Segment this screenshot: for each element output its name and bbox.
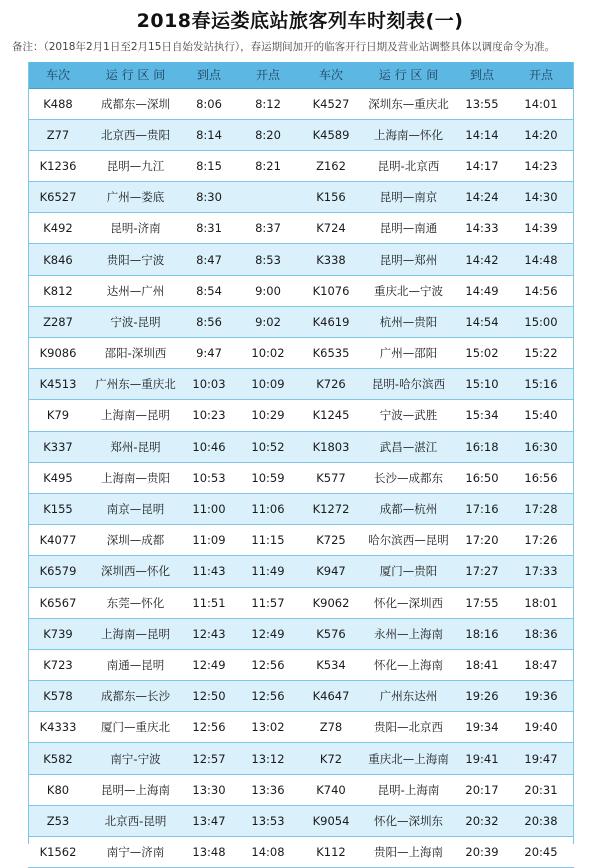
route-right: 昆明-北京西 <box>361 150 456 181</box>
depart-time-right: 14:48 <box>508 244 574 275</box>
depart-time-left: 12:56 <box>235 649 301 680</box>
depart-time-right: 17:33 <box>508 556 574 587</box>
train-no-left: K80 <box>28 774 88 805</box>
arrive-time-right: 16:50 <box>456 462 508 493</box>
table-right-border <box>573 62 574 844</box>
timetable <box>28 62 574 868</box>
table-row <box>28 649 574 680</box>
route-right: 广州—邵阳 <box>361 338 456 369</box>
page-title: 2018春运娄底站旅客列车时刻表(一) <box>136 10 464 32</box>
route-right: 重庆北—宁波 <box>361 275 456 306</box>
arrive-time-left: 12:57 <box>183 743 235 774</box>
header-route-right: 运 行 区 间 <box>361 62 456 88</box>
table-row <box>28 493 574 524</box>
arrive-time-left: 12:43 <box>183 618 235 649</box>
train-no-right: K4619 <box>301 306 361 337</box>
route-left: 昆明-济南 <box>88 213 183 244</box>
route-left: 南通—昆明 <box>88 649 183 680</box>
route-right: 昆明-上海南 <box>361 774 456 805</box>
route-right: 怀化—深圳西 <box>361 587 456 618</box>
table-row <box>28 88 574 119</box>
depart-time-left: 13:53 <box>235 805 301 836</box>
route-left: 北京西—贵阳 <box>88 119 183 150</box>
train-no-left: K812 <box>28 275 88 306</box>
train-no-right: K725 <box>301 525 361 556</box>
depart-time-left: 10:02 <box>235 338 301 369</box>
arrive-time-left: 10:23 <box>183 400 235 431</box>
depart-time-left: 8:20 <box>235 119 301 150</box>
route-left: 南宁-宁波 <box>88 743 183 774</box>
route-left: 成都东—深圳 <box>88 88 183 119</box>
arrive-time-right: 14:24 <box>456 182 508 213</box>
header-arrive-right: 到点 <box>456 62 508 88</box>
route-right: 贵阳—上海南 <box>361 837 456 868</box>
depart-time-left: 8:53 <box>235 244 301 275</box>
arrive-time-right: 20:39 <box>456 837 508 868</box>
train-no-right: K156 <box>301 182 361 213</box>
arrive-time-right: 19:41 <box>456 743 508 774</box>
arrive-time-left: 11:51 <box>183 587 235 618</box>
train-no-left: Z287 <box>28 306 88 337</box>
header-train-no-left: 车次 <box>28 62 88 88</box>
route-right: 杭州—贵阳 <box>361 306 456 337</box>
depart-time-right: 18:01 <box>508 587 574 618</box>
depart-time-left <box>235 182 301 213</box>
arrive-time-left: 8:06 <box>183 88 235 119</box>
train-no-right: K72 <box>301 743 361 774</box>
train-no-right: Z78 <box>301 712 361 743</box>
arrive-time-right: 17:20 <box>456 525 508 556</box>
arrive-time-left: 8:31 <box>183 213 235 244</box>
route-left: 南宁—济南 <box>88 837 183 868</box>
arrive-time-left: 12:56 <box>183 712 235 743</box>
route-left: 上海南—昆明 <box>88 618 183 649</box>
route-right: 昆明-哈尔滨西 <box>361 369 456 400</box>
route-right: 武昌—湛江 <box>361 431 456 462</box>
depart-time-left: 13:12 <box>235 743 301 774</box>
route-left: 成都东—长沙 <box>88 681 183 712</box>
arrive-time-left: 8:30 <box>183 182 235 213</box>
arrive-time-right: 17:27 <box>456 556 508 587</box>
route-left: 贵阳—宁波 <box>88 244 183 275</box>
table-row <box>28 618 574 649</box>
arrive-time-left: 9:47 <box>183 338 235 369</box>
depart-time-right: 18:36 <box>508 618 574 649</box>
arrive-time-right: 18:41 <box>456 649 508 680</box>
route-left: 东莞—怀化 <box>88 587 183 618</box>
header-train-no-right: 车次 <box>301 62 361 88</box>
depart-time-right: 14:01 <box>508 88 574 119</box>
depart-time-left: 11:49 <box>235 556 301 587</box>
arrive-time-right: 20:32 <box>456 805 508 836</box>
table-row <box>28 837 574 868</box>
train-no-left: Z77 <box>28 119 88 150</box>
train-no-left: K79 <box>28 400 88 431</box>
train-no-right: K577 <box>301 462 361 493</box>
route-right: 永州—上海南 <box>361 618 456 649</box>
arrive-time-left: 10:46 <box>183 431 235 462</box>
depart-time-left: 13:36 <box>235 774 301 805</box>
depart-time-right: 17:28 <box>508 493 574 524</box>
train-no-left: K9086 <box>28 338 88 369</box>
depart-time-left: 10:52 <box>235 431 301 462</box>
route-right: 成都—杭州 <box>361 493 456 524</box>
train-no-left: K155 <box>28 493 88 524</box>
route-left: 南京—昆明 <box>88 493 183 524</box>
depart-time-left: 11:06 <box>235 493 301 524</box>
arrive-time-right: 14:49 <box>456 275 508 306</box>
train-no-right: K9054 <box>301 805 361 836</box>
table-row <box>28 431 574 462</box>
route-right: 昆明—南通 <box>361 213 456 244</box>
table-row <box>28 150 574 181</box>
arrive-time-right: 14:14 <box>456 119 508 150</box>
train-no-left: Z53 <box>28 805 88 836</box>
train-no-right: K112 <box>301 837 361 868</box>
route-right: 昆明—郑州 <box>361 244 456 275</box>
route-left: 厦门—重庆北 <box>88 712 183 743</box>
depart-time-right: 16:56 <box>508 462 574 493</box>
arrive-time-left: 8:54 <box>183 275 235 306</box>
route-left: 深圳—成都 <box>88 525 183 556</box>
train-no-right: K4647 <box>301 681 361 712</box>
depart-time-left: 14:08 <box>235 837 301 868</box>
arrive-time-right: 14:42 <box>456 244 508 275</box>
table-row <box>28 369 574 400</box>
table-row <box>28 213 574 244</box>
table-row <box>28 743 574 774</box>
depart-time-left: 13:02 <box>235 712 301 743</box>
table-row <box>28 182 574 213</box>
train-no-right: K740 <box>301 774 361 805</box>
arrive-time-right: 14:17 <box>456 150 508 181</box>
arrive-time-right: 15:34 <box>456 400 508 431</box>
depart-time-right: 14:23 <box>508 150 574 181</box>
train-no-left: K723 <box>28 649 88 680</box>
route-right: 宁波—武胜 <box>361 400 456 431</box>
arrive-time-left: 11:43 <box>183 556 235 587</box>
train-no-right: K6535 <box>301 338 361 369</box>
depart-time-right: 20:38 <box>508 805 574 836</box>
depart-time-right: 17:26 <box>508 525 574 556</box>
train-no-left: K1562 <box>28 837 88 868</box>
depart-time-right: 19:40 <box>508 712 574 743</box>
depart-time-right: 14:39 <box>508 213 574 244</box>
header-arrive-left: 到点 <box>183 62 235 88</box>
train-no-left: K6527 <box>28 182 88 213</box>
arrive-time-right: 17:55 <box>456 587 508 618</box>
train-no-left: K582 <box>28 743 88 774</box>
arrive-time-right: 15:10 <box>456 369 508 400</box>
route-left: 昆明—九江 <box>88 150 183 181</box>
depart-time-right: 14:30 <box>508 182 574 213</box>
depart-time-left: 8:21 <box>235 150 301 181</box>
train-no-left: K492 <box>28 213 88 244</box>
route-left: 达州—广州 <box>88 275 183 306</box>
depart-time-left: 10:09 <box>235 369 301 400</box>
arrive-time-right: 15:02 <box>456 338 508 369</box>
route-right: 深圳东—重庆北 <box>361 88 456 119</box>
train-no-left: K495 <box>28 462 88 493</box>
route-left: 上海南—贵阳 <box>88 462 183 493</box>
route-left: 邵阳-深圳西 <box>88 338 183 369</box>
arrive-time-left: 8:15 <box>183 150 235 181</box>
arrive-time-left: 12:50 <box>183 681 235 712</box>
depart-time-left: 9:00 <box>235 275 301 306</box>
route-right: 怀化—上海南 <box>361 649 456 680</box>
train-no-left: K488 <box>28 88 88 119</box>
train-no-left: K6567 <box>28 587 88 618</box>
arrive-time-left: 13:47 <box>183 805 235 836</box>
train-no-right: K1076 <box>301 275 361 306</box>
train-no-right: K4589 <box>301 119 361 150</box>
depart-time-left: 10:29 <box>235 400 301 431</box>
table-row <box>28 774 574 805</box>
route-right: 哈尔滨西—昆明 <box>361 525 456 556</box>
schedule-note: 备注：（2018年2月1日至2月15日自始发站执行），春运期间加开的临客开行日期及营业站调整具体以调度命令为准。 <box>12 41 556 53</box>
route-right: 重庆北—上海南 <box>361 743 456 774</box>
train-no-left: K6579 <box>28 556 88 587</box>
depart-time-right: 15:16 <box>508 369 574 400</box>
table-row <box>28 338 574 369</box>
table-row <box>28 119 574 150</box>
depart-time-left: 12:56 <box>235 681 301 712</box>
train-no-left: K846 <box>28 244 88 275</box>
depart-time-right: 15:00 <box>508 306 574 337</box>
depart-time-right: 16:30 <box>508 431 574 462</box>
arrive-time-right: 18:16 <box>456 618 508 649</box>
arrive-time-left: 11:00 <box>183 493 235 524</box>
train-no-left: K4513 <box>28 369 88 400</box>
train-no-right: K724 <box>301 213 361 244</box>
depart-time-left: 11:57 <box>235 587 301 618</box>
table-row <box>28 681 574 712</box>
table-row <box>28 805 574 836</box>
arrive-time-right: 20:17 <box>456 774 508 805</box>
table-row <box>28 244 574 275</box>
arrive-time-left: 8:47 <box>183 244 235 275</box>
table-row <box>28 525 574 556</box>
table-row <box>28 462 574 493</box>
arrive-time-right: 16:18 <box>456 431 508 462</box>
route-left: 广州东—重庆北 <box>88 369 183 400</box>
route-right: 怀化—深圳东 <box>361 805 456 836</box>
route-right: 上海南—怀化 <box>361 119 456 150</box>
arrive-time-left: 8:14 <box>183 119 235 150</box>
train-no-right: K4527 <box>301 88 361 119</box>
depart-time-left: 12:49 <box>235 618 301 649</box>
depart-time-left: 11:15 <box>235 525 301 556</box>
route-left: 昆明—上海南 <box>88 774 183 805</box>
arrive-time-right: 17:16 <box>456 493 508 524</box>
train-no-left: K1236 <box>28 150 88 181</box>
route-left: 深圳西—怀化 <box>88 556 183 587</box>
depart-time-right: 18:47 <box>508 649 574 680</box>
arrive-time-left: 13:30 <box>183 774 235 805</box>
route-left: 北京西-昆明 <box>88 805 183 836</box>
table-header-row <box>28 62 574 88</box>
route-left: 宁波-昆明 <box>88 306 183 337</box>
depart-time-right: 15:40 <box>508 400 574 431</box>
arrive-time-right: 19:34 <box>456 712 508 743</box>
header-route-left: 运 行 区 间 <box>88 62 183 88</box>
train-no-right: K534 <box>301 649 361 680</box>
depart-time-right: 20:45 <box>508 837 574 868</box>
depart-time-right: 14:56 <box>508 275 574 306</box>
train-no-left: K4333 <box>28 712 88 743</box>
train-no-right: K1803 <box>301 431 361 462</box>
depart-time-right: 19:47 <box>508 743 574 774</box>
arrive-time-right: 19:26 <box>456 681 508 712</box>
train-no-left: K578 <box>28 681 88 712</box>
depart-time-left: 8:12 <box>235 88 301 119</box>
depart-time-left: 10:59 <box>235 462 301 493</box>
arrive-time-left: 10:53 <box>183 462 235 493</box>
train-no-right: K338 <box>301 244 361 275</box>
arrive-time-left: 8:56 <box>183 306 235 337</box>
train-no-right: K576 <box>301 618 361 649</box>
arrive-time-right: 14:54 <box>456 306 508 337</box>
route-right: 长沙—成都东 <box>361 462 456 493</box>
train-no-right: K726 <box>301 369 361 400</box>
depart-time-right: 20:31 <box>508 774 574 805</box>
arrive-time-left: 10:03 <box>183 369 235 400</box>
route-right: 广州东达州 <box>361 681 456 712</box>
depart-time-right: 15:22 <box>508 338 574 369</box>
route-right: 贵阳—北京西 <box>361 712 456 743</box>
train-no-left: K4077 <box>28 525 88 556</box>
header-depart-left: 开点 <box>235 62 301 88</box>
arrive-time-left: 11:09 <box>183 525 235 556</box>
train-no-right: K1272 <box>301 493 361 524</box>
timetable-body <box>28 88 574 868</box>
train-no-right: K1245 <box>301 400 361 431</box>
table-row <box>28 400 574 431</box>
arrive-time-left: 12:49 <box>183 649 235 680</box>
arrive-time-left: 13:48 <box>183 837 235 868</box>
header-depart-right: 开点 <box>508 62 574 88</box>
route-right: 昆明—南京 <box>361 182 456 213</box>
depart-time-right: 19:36 <box>508 681 574 712</box>
train-no-right: K9062 <box>301 587 361 618</box>
table-row <box>28 556 574 587</box>
timetable-container <box>28 62 574 868</box>
depart-time-left: 9:02 <box>235 306 301 337</box>
arrive-time-right: 14:33 <box>456 213 508 244</box>
table-row <box>28 587 574 618</box>
arrive-time-right: 13:55 <box>456 88 508 119</box>
route-left: 上海南—昆明 <box>88 400 183 431</box>
route-left: 郑州-昆明 <box>88 431 183 462</box>
depart-time-left: 8:37 <box>235 213 301 244</box>
table-left-border <box>28 62 29 844</box>
train-no-left: K337 <box>28 431 88 462</box>
route-left: 广州—娄底 <box>88 182 183 213</box>
table-row <box>28 275 574 306</box>
depart-time-right: 14:20 <box>508 119 574 150</box>
train-no-left: K739 <box>28 618 88 649</box>
train-no-right: K947 <box>301 556 361 587</box>
train-no-right: Z162 <box>301 150 361 181</box>
route-right: 厦门—贵阳 <box>361 556 456 587</box>
table-row <box>28 712 574 743</box>
table-row <box>28 306 574 337</box>
